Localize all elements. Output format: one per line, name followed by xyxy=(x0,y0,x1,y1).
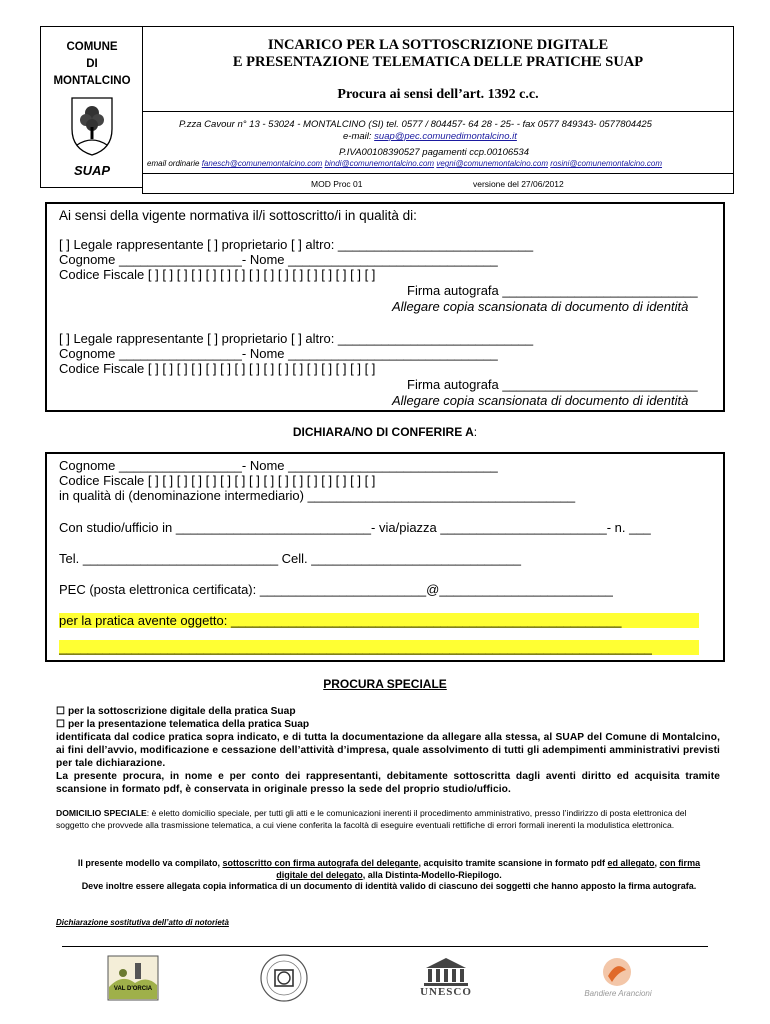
unesco-logo xyxy=(420,956,472,1002)
unesco-temple-icon xyxy=(420,956,472,986)
version: versione del 27/06/2012 xyxy=(473,179,564,189)
comune-line-1: COMUNE xyxy=(66,41,118,53)
delegate-name-line[interactable]: Cognome _________________- Nome _____________________________ xyxy=(59,458,498,473)
domicilio-paragraph xyxy=(56,808,720,831)
dichiarazione-label: Dichiarazione sostitutiva dell’atto di notorietà xyxy=(56,918,229,927)
domicilio-text: : è eletto domicilio speciale, per tutti gli atti e le comunicazioni inerenti il procedimento amministrativo, presso l’indirizzo di posta elettronica del soggetto che provvede alla trasmissione telematica, a cui viene conferita la facoltà di eseguire eventuali rettifiche di errori formali inerenti la modulistica elettronica. xyxy=(56,808,687,830)
email-link-2[interactable]: bindi@comunemontalcino.com xyxy=(324,159,435,168)
email-link-1[interactable]: fanesch@comunemontalcino.com xyxy=(201,159,323,168)
email-link-4[interactable]: rosini@comunemontalcino.com xyxy=(550,159,663,168)
checkbox-presentazione[interactable]: ☐ per la presentazione telematica della pratica Suap xyxy=(56,719,310,730)
coat-of-arms-icon xyxy=(69,95,115,157)
title-line-1: INCARICO PER LA SOTTOSCRIZIONE DIGITALE xyxy=(267,37,609,53)
compile-note xyxy=(64,858,714,881)
subtitle: Procura ai sensi dell’art. 1392 c.c. xyxy=(337,87,539,102)
delegate-studio-line[interactable]: Con studio/ufficio in ___________________________- via/piazza _______________________- n. ___ xyxy=(59,520,651,535)
role-line-1[interactable]: [ ] Legale rappresentante [ ] proprietario [ ] altro: ___________________________ xyxy=(59,237,534,252)
compile-note-b: sottoscritto con firma autografa del delegante xyxy=(222,858,419,868)
compile-note-a: Il presente modello va compilato, xyxy=(77,858,223,868)
orange-flag-icon xyxy=(598,956,636,988)
comune-line-2: DI xyxy=(86,58,98,70)
compile-note-c: , acquisito tramite scansione in formato pdf xyxy=(418,858,608,868)
mod-code: MOD Proc 01 xyxy=(311,179,363,189)
delegate-fiscal-code-line[interactable]: Codice Fiscale [ ] [ ] [ ] [ ] [ ] [ ] [ ] [ ] [ ] [ ] [ ] [ ] [ ] [ ] [ ] [ ] xyxy=(59,473,376,488)
attach-note-1: Allegare copia scansionata di documento di identità xyxy=(392,299,689,314)
dichiara-text: DICHIARA/NO DI CONFERIRE A xyxy=(292,425,474,439)
email-link-3[interactable]: vegni@comunemontalcino.com xyxy=(436,159,549,168)
signature-line-2[interactable]: Firma autografa ___________________________ xyxy=(407,377,698,392)
delegate-tel-line[interactable]: Tel. ___________________________ Cell. _____________________________ xyxy=(59,551,521,566)
compile-note-e: , xyxy=(654,858,660,868)
ordinary-label: email ordinarie xyxy=(147,159,202,168)
procura-title: PROCURA SPECIALE xyxy=(323,677,447,691)
fiscal-code-line-1[interactable]: Codice Fiscale [ ] [ ] [ ] [ ] [ ] [ ] [ ] [ ] [ ] [ ] [ ] [ ] [ ] [ ] [ ] [ ] xyxy=(59,267,376,282)
bandiere-arancioni-logo xyxy=(572,956,664,1002)
comune-line-3: MONTALCINO xyxy=(53,75,131,87)
dichiara-heading: DICHIARA/NO DI CONFERIRE A: xyxy=(292,425,478,439)
signature-line-1[interactable]: Firma autografa ___________________________ xyxy=(407,283,698,298)
ordinary-emails-line xyxy=(147,159,662,168)
procura-paragraph-1: identificata dal codice pratica sopra indicato, e di tutta la documentazione da allegare alla stessa, al SUAP del Comune di Montalcino, ai fini dell’avvio, modificazione e cessazione dell’attività d’impresa, quale assolvimento di tutti gli adempimenti amministrativi previsti per tale dichiarazione. xyxy=(56,732,720,769)
delegate-box xyxy=(45,452,725,662)
title-panel xyxy=(142,26,734,194)
piva: P.IVA00108390527 pagamenti ccp.00106534 xyxy=(339,147,529,158)
address: P.zza Cavour n° 13 - 53024 - MONTALCINO (SI) tel. 0577 / 804457- 64 28 - 25- - fax 0577 849343- 0577804425 xyxy=(179,119,652,130)
compile-note-g: , alla Distinta-Modello-Riepilogo. xyxy=(362,869,502,880)
municipality-panel xyxy=(40,26,143,188)
world-heritage-icon xyxy=(248,953,320,1003)
declarants-intro: Ai sensi della vigente normativa il/i sottoscritto/i in qualità di: xyxy=(59,208,417,223)
bandiere-text: Bandiere Arancioni xyxy=(584,989,652,998)
subject-line-2[interactable]: __________________________________________________________________________________ xyxy=(59,640,699,655)
declarants-box xyxy=(45,202,725,412)
unesco-text: UNESCO xyxy=(420,986,472,998)
email-line xyxy=(343,131,517,142)
role-line-2[interactable]: [ ] Legale rappresentante [ ] proprietario [ ] altro: ___________________________ xyxy=(59,331,534,346)
compile-note-d: ed allegato xyxy=(607,858,655,868)
compile-note-f: con firma digitale del delegato xyxy=(276,858,701,880)
val-dorcia-logo xyxy=(107,955,159,1001)
val-dorcia-text: VAL D'ORCIA xyxy=(113,986,153,992)
title-line-2: E PRESENTAZIONE TELEMATICA DELLE PRATICHE SUAP xyxy=(232,54,644,70)
procura-paragraph-2: La presente procura, in nome e per conto dei rappresentanti, debitamente sottoscritta dagli aventi diritto ed acquisita tramite scansione in formato pdf, è conservata in originale presso la sede del proprio studio/ufficio. xyxy=(56,771,720,795)
pec-email-link[interactable]: suap@pec.comunedimontalcino.it xyxy=(374,131,517,142)
fiscal-code-line-2[interactable]: Codice Fiscale [ ] [ ] [ ] [ ] [ ] [ ] [ ] [ ] [ ] [ ] [ ] [ ] [ ] [ ] [ ] [ ] xyxy=(59,361,376,376)
email-label: e-mail: xyxy=(343,131,375,142)
checkbox-sottoscrizione[interactable]: ☐ per la sottoscrizione digitale della pratica Suap xyxy=(56,706,296,717)
name-line-1[interactable]: Cognome _________________- Nome _____________________________ xyxy=(59,252,498,267)
name-line-2[interactable]: Cognome _________________- Nome _____________________________ xyxy=(59,346,498,361)
delegate-qualita-line[interactable]: in qualità di (denominazione intermediario) _____________________________________ xyxy=(59,488,576,503)
domicilio-label: DOMICILIO SPECIALE xyxy=(56,808,147,818)
attach-note: Deve inoltre essere allegata copia informatica di un documento di identità valido di ciascuno dei soggetti che hanno apposto la firma autografa. xyxy=(81,881,697,891)
val-dorcia-icon xyxy=(107,955,159,1001)
delegate-pec-line[interactable]: PEC (posta elettronica certificata): _______________________@________________________ xyxy=(59,582,613,597)
suap-label: SUAP xyxy=(73,163,111,178)
footer-divider xyxy=(62,946,708,947)
attach-note-2: Allegare copia scansionata di documento di identità xyxy=(392,393,689,408)
subject-line[interactable]: per la pratica avente oggetto: ______________________________________________________ xyxy=(59,613,699,628)
